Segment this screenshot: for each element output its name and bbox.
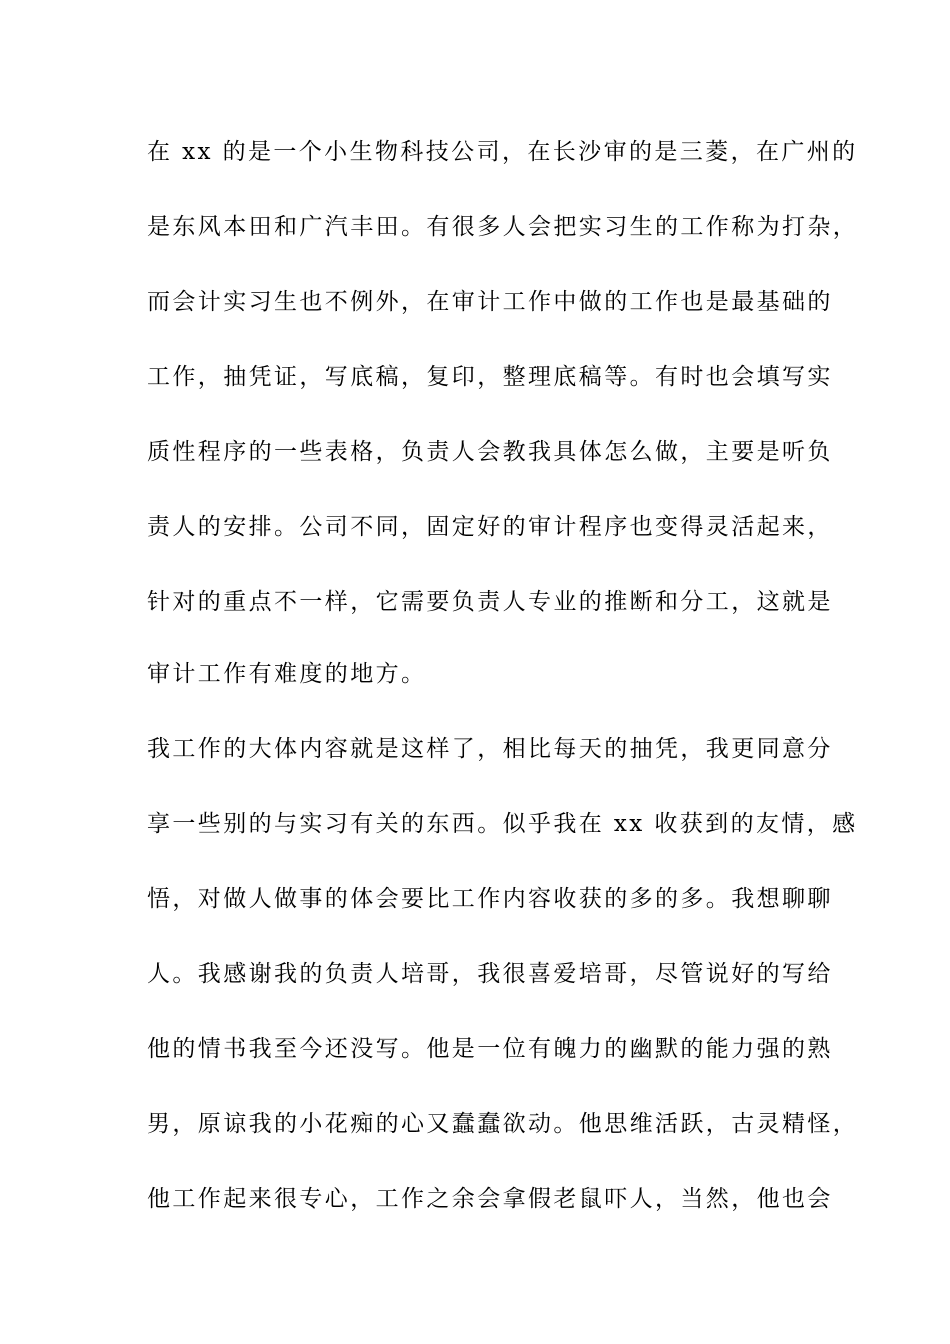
text-line: 针对的重点不一样，它需要负责人专业的推断和分工，这就是: [147, 589, 833, 615]
text-line: 我工作的大体内容就是这样了，相比每天的抽凭，我更同意分: [147, 736, 833, 762]
text-line: 审计工作有难度的地方。: [147, 661, 427, 687]
text-line: 而会计实习生也不例外，在审计工作中做的工作也是最基础的: [147, 289, 833, 315]
text-line: 人。我感谢我的负责人培哥，我很喜爱培哥，尽管说好的写给: [147, 961, 833, 987]
text-line: 质性程序的一些表格，负责人会教我具体怎么做，主要是听负: [147, 439, 833, 465]
text-line: 工作，抽凭证，写底稿，复印，整理底稿等。有时也会填写实: [147, 364, 833, 390]
text-line: 悟，对做人做事的体会要比工作内容收获的多的多。我想聊聊: [147, 886, 833, 912]
text-line: 是东风本田和广汽丰田。有很多人会把实习生的工作称为打杂，: [147, 214, 859, 240]
text-line: 男，原谅我的小花痴的心又蠢蠢欲动。他思维活跃，古灵精怪，: [147, 1111, 859, 1137]
text-line: 责人的安排。公司不同，固定好的审计程序也变得灵活起来，: [147, 514, 833, 540]
text-line: 在 xx 的是一个小生物科技公司，在长沙审的是三菱，在广州的: [147, 139, 858, 165]
text-line: 享一些别的与实习有关的东西。似乎我在 xx 收获到的友情，感: [147, 811, 858, 837]
text-line: 他工作起来很专心，工作之余会拿假老鼠吓人，当然，他也会: [147, 1186, 833, 1212]
text-line: 他的情书我至今还没写。他是一位有魄力的幽默的能力强的熟: [147, 1036, 833, 1062]
